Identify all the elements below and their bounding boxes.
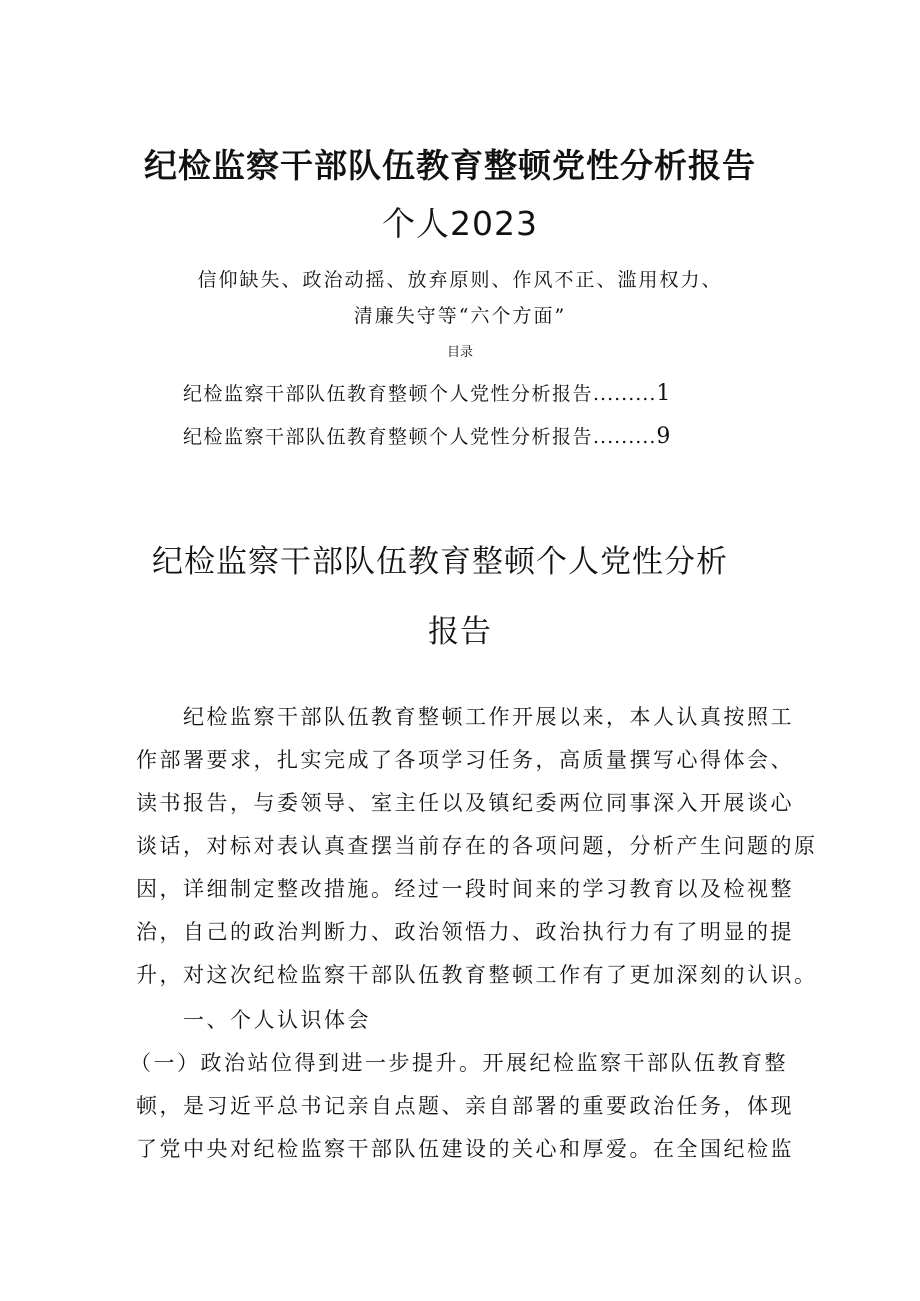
body-paragraph-line: （一）政治站位得到进一步提升。开展纪检监察干部队伍教育整 [130, 1051, 788, 1075]
document-title-year: 个人2023 [382, 204, 538, 243]
body-paragraph-line: 纪检监察干部队伍教育整顿工作开展以来，本人认真按照工 [183, 705, 794, 729]
toc-label: 目录 [446, 345, 473, 360]
body-paragraph-line: 作部署要求，扎实完成了各项学习任务，高质量撰写心得体会、 [136, 748, 794, 772]
body-paragraph-line: 了党中央对纪检监察干部队伍建设的关心和厚爱。在全国纪检监 [136, 1137, 794, 1161]
body-paragraph-line: 谈话，对标对表认真查摆当前存在的各项问题，分析产生问题的原 [136, 834, 818, 858]
toc-entry[interactable] [183, 379, 773, 409]
body-paragraph-line: 升，对这次纪检监察干部队伍教育整顿工作有了更加深刻的认识。 [136, 963, 818, 987]
toc-entry[interactable] [183, 422, 773, 452]
section-heading: 纪检监察干部队伍教育整顿个人党性分析 [152, 544, 728, 580]
section-heading-continued: 报告 [428, 614, 492, 650]
toc-entry-text: 纪检监察干部队伍教育整顿个人党性分析报告 [183, 383, 594, 405]
body-paragraph-line: 顿，是习近平总书记亲自点题、亲自部署的重要政治任务，体现 [136, 1094, 794, 1118]
toc-leader-dots: ......... [593, 383, 657, 405]
body-paragraph-line: 读书报告，与委领导、室主任以及镇纪委两位同事深入开展谈心 [136, 791, 794, 815]
subtitle-line: 清廉失守等“六个方面” [353, 305, 567, 327]
document-title: 纪检监察干部队伍教育整顿党性分析报告 [144, 146, 756, 185]
toc-page-number: 9 [656, 424, 672, 449]
subtitle-line: 信仰缺失、政治动摇、放弃原则、作风不正、滥用权力、 [197, 269, 723, 291]
toc-leader-dots: ......... [593, 426, 657, 448]
body-paragraph-line: 治，自己的政治判断力、政治领悟力、政治执行力有了明显的提 [136, 920, 794, 944]
body-paragraph-line: 因，详细制定整改措施。经过一段时间来的学习教育以及检视整 [136, 877, 794, 901]
subsection-heading: 一、个人认识体会 [183, 1008, 371, 1032]
toc-entry-text: 纪检监察干部队伍教育整顿个人党性分析报告 [183, 426, 594, 448]
toc-page-number: 1 [656, 381, 672, 406]
